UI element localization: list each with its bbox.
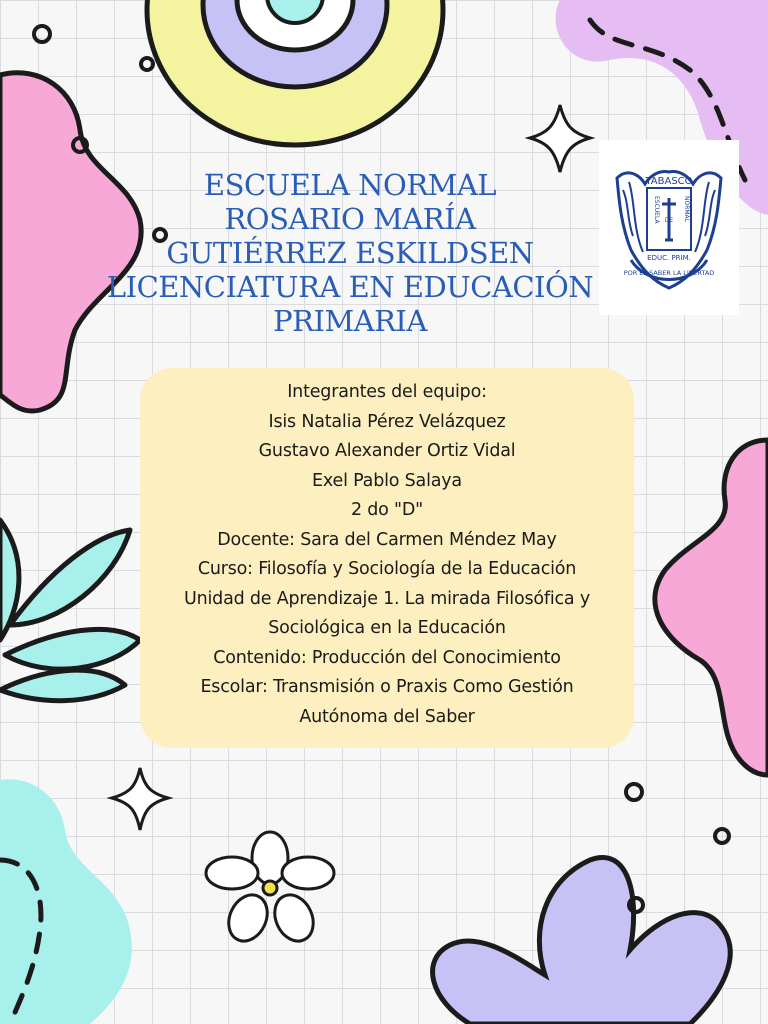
- card-line-group: 2 do "D": [350, 500, 424, 520]
- page-title: [90, 168, 610, 338]
- card-line-content: Contenido: Producción del Conocimiento: [213, 647, 561, 668]
- card-line-content-end: Autónoma del Saber: [299, 706, 475, 727]
- card-line-member: Exel Pablo Salaya: [312, 470, 462, 491]
- daisy-flower-shape: [206, 832, 334, 947]
- card-line-unit: Unidad de Aprendizaje 1. La mirada Filosófica y: [184, 588, 590, 609]
- sparkle-small-shape: [112, 768, 168, 830]
- card-line-teacher: Docente: Sara del Carmen Méndez May: [217, 529, 557, 550]
- mint-blob-shape: [0, 779, 132, 1024]
- title-line: PRIMARIA: [273, 304, 427, 338]
- card-line-member: Isis Natalia Pérez Velázquez: [268, 411, 506, 432]
- pink-blob-right-shape: [655, 440, 768, 775]
- title-line: ESCUELA NORMAL: [203, 168, 497, 202]
- card-line-team-heading: Integrantes del equipo:: [287, 382, 487, 402]
- logo-text-top: TABASCO: [645, 176, 693, 187]
- logo-text-right: NORMAL: [683, 196, 690, 223]
- concentric-ring-shape: [147, 0, 443, 145]
- title-line: ROSARIO MARÍA: [224, 202, 476, 236]
- fern-leaves-shape: [0, 520, 140, 701]
- card-line-member: Gustavo Alexander Ortiz Vidal: [258, 441, 516, 461]
- title-line: LICENCIATURA EN EDUCACIÓN: [106, 270, 594, 304]
- card-line-content-cont: Escolar: Transmisión o Praxis Como Gestión: [200, 677, 574, 697]
- sparkle-shape: [530, 105, 590, 172]
- school-logo: [599, 140, 739, 315]
- title-line: GUTIÉRREZ ESKILDSEN: [166, 236, 534, 270]
- logo-text-middle: DE: [664, 217, 674, 224]
- logo-text-short: EDUC. PRIM.: [647, 254, 691, 262]
- card-line-course: Curso: Filosofía y Sociología de la Educación: [197, 559, 577, 579]
- lavender-flower-shape: [433, 857, 731, 1024]
- info-card-text: [130, 378, 644, 732]
- logo-text-left: ESCUELA: [653, 196, 660, 224]
- logo-motto: POR EL SABER LA LIBERTAD: [623, 269, 715, 277]
- card-line-unit-cont: Sociológica en la Educación: [268, 618, 506, 638]
- school-crest-icon: [599, 140, 739, 315]
